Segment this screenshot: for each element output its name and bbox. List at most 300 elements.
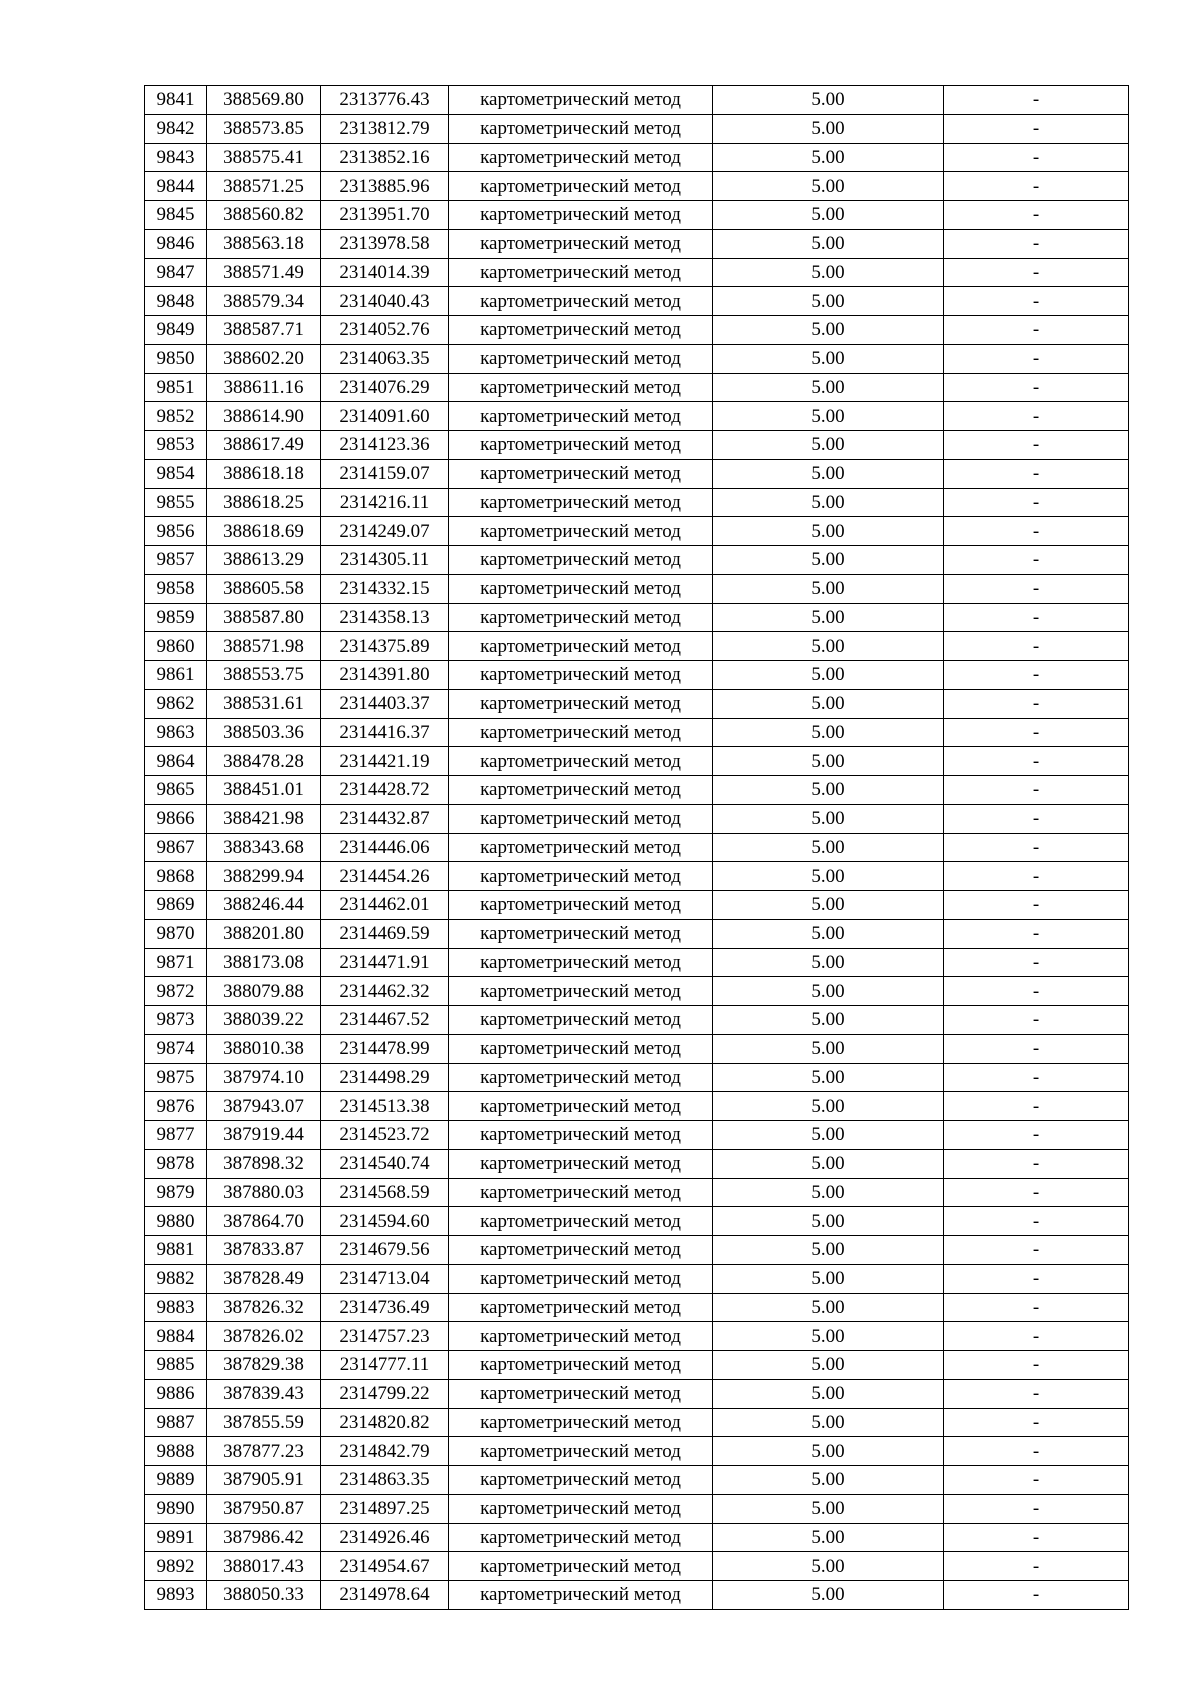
table-row: [145, 1063, 1129, 1092]
coordinates-table-body: [145, 86, 1129, 1610]
cell-accuracy: 5.00: [713, 948, 944, 977]
cell-note: -: [944, 891, 1129, 920]
cell-note: -: [944, 1293, 1129, 1322]
table-row: [145, 1034, 1129, 1063]
cell-accuracy: 5.00: [713, 488, 944, 517]
table-row: [145, 833, 1129, 862]
cell-method: картометрический метод: [449, 1236, 713, 1265]
cell-point-number: 9874: [145, 1034, 207, 1063]
cell-y-coordinate: 2314462.01: [321, 891, 449, 920]
cell-point-number: 9890: [145, 1494, 207, 1523]
cell-accuracy: 5.00: [713, 632, 944, 661]
cell-accuracy: 5.00: [713, 833, 944, 862]
cell-point-number: 9880: [145, 1207, 207, 1236]
cell-x-coordinate: 387898.32: [207, 1149, 321, 1178]
cell-point-number: 9888: [145, 1437, 207, 1466]
cell-note: -: [944, 661, 1129, 690]
cell-accuracy: 5.00: [713, 919, 944, 948]
cell-y-coordinate: 2313885.96: [321, 172, 449, 201]
cell-point-number: 9856: [145, 517, 207, 546]
cell-x-coordinate: 388478.28: [207, 747, 321, 776]
cell-accuracy: 5.00: [713, 86, 944, 115]
cell-note: -: [944, 862, 1129, 891]
cell-note: -: [944, 689, 1129, 718]
cell-accuracy: 5.00: [713, 1379, 944, 1408]
cell-note: -: [944, 459, 1129, 488]
cell-note: -: [944, 776, 1129, 805]
cell-point-number: 9887: [145, 1408, 207, 1437]
table-row: [145, 1466, 1129, 1495]
cell-method: картометрический метод: [449, 891, 713, 920]
cell-y-coordinate: 2314757.23: [321, 1322, 449, 1351]
table-row: [145, 517, 1129, 546]
table-row: [145, 661, 1129, 690]
cell-method: картометрический метод: [449, 287, 713, 316]
cell-x-coordinate: 387943.07: [207, 1092, 321, 1121]
cell-x-coordinate: 387877.23: [207, 1437, 321, 1466]
table-row: [145, 546, 1129, 575]
cell-method: картометрический метод: [449, 833, 713, 862]
cell-point-number: 9862: [145, 689, 207, 718]
cell-y-coordinate: 2314523.72: [321, 1121, 449, 1150]
cell-note: -: [944, 316, 1129, 345]
cell-y-coordinate: 2314897.25: [321, 1494, 449, 1523]
cell-point-number: 9864: [145, 747, 207, 776]
cell-method: картометрический метод: [449, 862, 713, 891]
cell-x-coordinate: 388201.80: [207, 919, 321, 948]
cell-accuracy: 5.00: [713, 1034, 944, 1063]
cell-note: -: [944, 546, 1129, 575]
cell-note: -: [944, 1322, 1129, 1351]
cell-method: картометрический метод: [449, 201, 713, 230]
cell-method: картометрический метод: [449, 948, 713, 977]
cell-note: -: [944, 402, 1129, 431]
table-row: [145, 1264, 1129, 1293]
cell-y-coordinate: 2314454.26: [321, 862, 449, 891]
table-row: [145, 1149, 1129, 1178]
table-row: [145, 804, 1129, 833]
cell-method: картометрический метод: [449, 977, 713, 1006]
cell-method: картометрический метод: [449, 373, 713, 402]
cell-point-number: 9879: [145, 1178, 207, 1207]
cell-y-coordinate: 2314462.32: [321, 977, 449, 1006]
cell-point-number: 9868: [145, 862, 207, 891]
cell-point-number: 9869: [145, 891, 207, 920]
cell-point-number: 9841: [145, 86, 207, 115]
cell-x-coordinate: 388560.82: [207, 201, 321, 230]
table-row: [145, 718, 1129, 747]
cell-note: -: [944, 488, 1129, 517]
cell-y-coordinate: 2314052.76: [321, 316, 449, 345]
cell-note: -: [944, 833, 1129, 862]
table-row: [145, 316, 1129, 345]
table-row: [145, 776, 1129, 805]
table-row: [145, 1121, 1129, 1150]
cell-x-coordinate: 388587.71: [207, 316, 321, 345]
cell-x-coordinate: 388618.18: [207, 459, 321, 488]
cell-note: -: [944, 1092, 1129, 1121]
cell-point-number: 9854: [145, 459, 207, 488]
cell-method: картометрический метод: [449, 172, 713, 201]
cell-method: картометрический метод: [449, 919, 713, 948]
cell-x-coordinate: 388531.61: [207, 689, 321, 718]
cell-point-number: 9867: [145, 833, 207, 862]
table-row: [145, 1178, 1129, 1207]
cell-accuracy: 5.00: [713, 977, 944, 1006]
cell-method: картометрический метод: [449, 1207, 713, 1236]
cell-method: картометрический метод: [449, 718, 713, 747]
cell-note: -: [944, 1351, 1129, 1380]
cell-point-number: 9873: [145, 1006, 207, 1035]
cell-accuracy: 5.00: [713, 546, 944, 575]
cell-x-coordinate: 387974.10: [207, 1063, 321, 1092]
cell-x-coordinate: 388571.49: [207, 258, 321, 287]
cell-y-coordinate: 2314040.43: [321, 287, 449, 316]
cell-x-coordinate: 388421.98: [207, 804, 321, 833]
cell-point-number: 9863: [145, 718, 207, 747]
cell-point-number: 9881: [145, 1236, 207, 1265]
cell-x-coordinate: 388618.25: [207, 488, 321, 517]
cell-point-number: 9849: [145, 316, 207, 345]
cell-accuracy: 5.00: [713, 1264, 944, 1293]
cell-point-number: 9883: [145, 1293, 207, 1322]
cell-note: -: [944, 948, 1129, 977]
cell-method: картометрический метод: [449, 258, 713, 287]
cell-point-number: 9857: [145, 546, 207, 575]
cell-x-coordinate: 388343.68: [207, 833, 321, 862]
cell-x-coordinate: 388563.18: [207, 229, 321, 258]
cell-point-number: 9861: [145, 661, 207, 690]
cell-point-number: 9877: [145, 1121, 207, 1150]
cell-y-coordinate: 2314540.74: [321, 1149, 449, 1178]
cell-accuracy: 5.00: [713, 172, 944, 201]
cell-y-coordinate: 2314926.46: [321, 1523, 449, 1552]
cell-point-number: 9865: [145, 776, 207, 805]
cell-accuracy: 5.00: [713, 1092, 944, 1121]
cell-y-coordinate: 2314403.37: [321, 689, 449, 718]
cell-note: -: [944, 517, 1129, 546]
cell-accuracy: 5.00: [713, 1494, 944, 1523]
cell-method: картометрический метод: [449, 517, 713, 546]
cell-point-number: 9848: [145, 287, 207, 316]
cell-point-number: 9850: [145, 344, 207, 373]
cell-method: картометрический метод: [449, 1523, 713, 1552]
table-row: [145, 689, 1129, 718]
cell-y-coordinate: 2314777.11: [321, 1351, 449, 1380]
table-row: [145, 1581, 1129, 1610]
table-row: [145, 1408, 1129, 1437]
table-row: [145, 891, 1129, 920]
cell-note: -: [944, 1034, 1129, 1063]
table-row: [145, 747, 1129, 776]
cell-method: картометрический метод: [449, 1379, 713, 1408]
table-row: [145, 862, 1129, 891]
cell-note: -: [944, 344, 1129, 373]
table-row: [145, 114, 1129, 143]
cell-x-coordinate: 387864.70: [207, 1207, 321, 1236]
cell-method: картометрический метод: [449, 1063, 713, 1092]
cell-note: -: [944, 1523, 1129, 1552]
cell-y-coordinate: 2314014.39: [321, 258, 449, 287]
cell-point-number: 9886: [145, 1379, 207, 1408]
cell-y-coordinate: 2314391.80: [321, 661, 449, 690]
cell-method: картометрический метод: [449, 1351, 713, 1380]
cell-accuracy: 5.00: [713, 718, 944, 747]
cell-y-coordinate: 2313776.43: [321, 86, 449, 115]
cell-x-coordinate: 388246.44: [207, 891, 321, 920]
cell-y-coordinate: 2313852.16: [321, 143, 449, 172]
cell-x-coordinate: 388299.94: [207, 862, 321, 891]
cell-y-coordinate: 2314428.72: [321, 776, 449, 805]
cell-y-coordinate: 2314820.82: [321, 1408, 449, 1437]
cell-method: картометрический метод: [449, 1552, 713, 1581]
cell-point-number: 9876: [145, 1092, 207, 1121]
cell-x-coordinate: 388587.80: [207, 603, 321, 632]
cell-y-coordinate: 2314358.13: [321, 603, 449, 632]
cell-x-coordinate: 388451.01: [207, 776, 321, 805]
cell-accuracy: 5.00: [713, 201, 944, 230]
cell-x-coordinate: 388618.69: [207, 517, 321, 546]
cell-method: картометрический метод: [449, 229, 713, 258]
cell-accuracy: 5.00: [713, 229, 944, 258]
cell-y-coordinate: 2313812.79: [321, 114, 449, 143]
cell-point-number: 9885: [145, 1351, 207, 1380]
cell-method: картометрический метод: [449, 459, 713, 488]
cell-point-number: 9846: [145, 229, 207, 258]
cell-note: -: [944, 1121, 1129, 1150]
cell-method: картометрический метод: [449, 603, 713, 632]
cell-x-coordinate: 387828.49: [207, 1264, 321, 1293]
cell-note: -: [944, 201, 1129, 230]
cell-accuracy: 5.00: [713, 1552, 944, 1581]
cell-accuracy: 5.00: [713, 431, 944, 460]
cell-y-coordinate: 2314216.11: [321, 488, 449, 517]
cell-accuracy: 5.00: [713, 258, 944, 287]
table-row: [145, 86, 1129, 115]
cell-y-coordinate: 2313978.58: [321, 229, 449, 258]
cell-point-number: 9860: [145, 632, 207, 661]
cell-x-coordinate: 387905.91: [207, 1466, 321, 1495]
cell-method: картометрический метод: [449, 804, 713, 833]
cell-y-coordinate: 2314063.35: [321, 344, 449, 373]
cell-accuracy: 5.00: [713, 1466, 944, 1495]
table-row: [145, 143, 1129, 172]
cell-x-coordinate: 387826.32: [207, 1293, 321, 1322]
cell-method: картометрический метод: [449, 1121, 713, 1150]
cell-note: -: [944, 1581, 1129, 1610]
cell-method: картометрический метод: [449, 1494, 713, 1523]
cell-method: картометрический метод: [449, 661, 713, 690]
cell-point-number: 9870: [145, 919, 207, 948]
cell-point-number: 9843: [145, 143, 207, 172]
cell-x-coordinate: 387880.03: [207, 1178, 321, 1207]
cell-point-number: 9875: [145, 1063, 207, 1092]
cell-accuracy: 5.00: [713, 1322, 944, 1351]
table-row: [145, 632, 1129, 661]
cell-y-coordinate: 2314679.56: [321, 1236, 449, 1265]
cell-y-coordinate: 2313951.70: [321, 201, 449, 230]
cell-x-coordinate: 388575.41: [207, 143, 321, 172]
cell-point-number: 9844: [145, 172, 207, 201]
cell-method: картометрический метод: [449, 1178, 713, 1207]
cell-point-number: 9892: [145, 1552, 207, 1581]
cell-y-coordinate: 2314978.64: [321, 1581, 449, 1610]
cell-note: -: [944, 1264, 1129, 1293]
cell-x-coordinate: 387833.87: [207, 1236, 321, 1265]
cell-method: картометрический метод: [449, 1034, 713, 1063]
cell-method: картометрический метод: [449, 1322, 713, 1351]
cell-note: -: [944, 603, 1129, 632]
cell-note: -: [944, 1466, 1129, 1495]
cell-y-coordinate: 2314305.11: [321, 546, 449, 575]
cell-point-number: 9858: [145, 574, 207, 603]
cell-accuracy: 5.00: [713, 373, 944, 402]
cell-x-coordinate: 388173.08: [207, 948, 321, 977]
cell-note: -: [944, 1006, 1129, 1035]
cell-y-coordinate: 2314799.22: [321, 1379, 449, 1408]
cell-note: -: [944, 804, 1129, 833]
cell-note: -: [944, 1236, 1129, 1265]
cell-method: картометрический метод: [449, 316, 713, 345]
cell-y-coordinate: 2314421.19: [321, 747, 449, 776]
cell-accuracy: 5.00: [713, 402, 944, 431]
cell-note: -: [944, 977, 1129, 1006]
cell-accuracy: 5.00: [713, 1523, 944, 1552]
cell-x-coordinate: 388617.49: [207, 431, 321, 460]
cell-x-coordinate: 388571.25: [207, 172, 321, 201]
cell-method: картометрический метод: [449, 632, 713, 661]
cell-note: -: [944, 919, 1129, 948]
cell-y-coordinate: 2314469.59: [321, 919, 449, 948]
cell-method: картометрический метод: [449, 344, 713, 373]
cell-y-coordinate: 2314498.29: [321, 1063, 449, 1092]
cell-note: -: [944, 1178, 1129, 1207]
cell-note: -: [944, 86, 1129, 115]
cell-point-number: 9845: [145, 201, 207, 230]
table-row: [145, 431, 1129, 460]
cell-accuracy: 5.00: [713, 114, 944, 143]
cell-x-coordinate: 387986.42: [207, 1523, 321, 1552]
cell-y-coordinate: 2314432.87: [321, 804, 449, 833]
cell-accuracy: 5.00: [713, 661, 944, 690]
cell-x-coordinate: 387829.38: [207, 1351, 321, 1380]
table-row: [145, 229, 1129, 258]
cell-accuracy: 5.00: [713, 316, 944, 345]
cell-point-number: 9884: [145, 1322, 207, 1351]
cell-method: картометрический метод: [449, 1466, 713, 1495]
cell-point-number: 9847: [145, 258, 207, 287]
cell-accuracy: 5.00: [713, 1149, 944, 1178]
cell-point-number: 9866: [145, 804, 207, 833]
cell-y-coordinate: 2314471.91: [321, 948, 449, 977]
cell-y-coordinate: 2314332.15: [321, 574, 449, 603]
table-row: [145, 488, 1129, 517]
cell-point-number: 9851: [145, 373, 207, 402]
cell-note: -: [944, 1437, 1129, 1466]
cell-method: картометрический метод: [449, 776, 713, 805]
table-row: [145, 459, 1129, 488]
cell-point-number: 9893: [145, 1581, 207, 1610]
cell-method: картометрический метод: [449, 86, 713, 115]
cell-x-coordinate: 387950.87: [207, 1494, 321, 1523]
table-row: [145, 1494, 1129, 1523]
cell-x-coordinate: 387855.59: [207, 1408, 321, 1437]
cell-note: -: [944, 143, 1129, 172]
cell-method: картометрический метод: [449, 1437, 713, 1466]
cell-x-coordinate: 388079.88: [207, 977, 321, 1006]
table-row: [145, 258, 1129, 287]
cell-note: -: [944, 1552, 1129, 1581]
cell-method: картометрический метод: [449, 114, 713, 143]
cell-note: -: [944, 1408, 1129, 1437]
cell-method: картометрический метод: [449, 1092, 713, 1121]
cell-x-coordinate: 388573.85: [207, 114, 321, 143]
table-row: [145, 1379, 1129, 1408]
cell-note: -: [944, 1063, 1129, 1092]
table-row: [145, 402, 1129, 431]
cell-point-number: 9872: [145, 977, 207, 1006]
cell-point-number: 9842: [145, 114, 207, 143]
cell-method: картометрический метод: [449, 1006, 713, 1035]
cell-accuracy: 5.00: [713, 1408, 944, 1437]
table-row: [145, 948, 1129, 977]
cell-note: -: [944, 1207, 1129, 1236]
cell-method: картометрический метод: [449, 574, 713, 603]
cell-note: -: [944, 1149, 1129, 1178]
cell-y-coordinate: 2314416.37: [321, 718, 449, 747]
table-row: [145, 1322, 1129, 1351]
cell-accuracy: 5.00: [713, 459, 944, 488]
cell-accuracy: 5.00: [713, 1236, 944, 1265]
table-row: [145, 344, 1129, 373]
cell-method: картометрический метод: [449, 1293, 713, 1322]
cell-y-coordinate: 2314076.29: [321, 373, 449, 402]
cell-x-coordinate: 388613.29: [207, 546, 321, 575]
table-row: [145, 1523, 1129, 1552]
cell-note: -: [944, 718, 1129, 747]
cell-accuracy: 5.00: [713, 143, 944, 172]
cell-x-coordinate: 388614.90: [207, 402, 321, 431]
cell-y-coordinate: 2314568.59: [321, 1178, 449, 1207]
cell-accuracy: 5.00: [713, 862, 944, 891]
cell-accuracy: 5.00: [713, 804, 944, 833]
cell-note: -: [944, 172, 1129, 201]
cell-accuracy: 5.00: [713, 1581, 944, 1610]
table-row: [145, 1092, 1129, 1121]
cell-method: картометрический метод: [449, 488, 713, 517]
cell-accuracy: 5.00: [713, 574, 944, 603]
cell-point-number: 9878: [145, 1149, 207, 1178]
cell-method: картометрический метод: [449, 1149, 713, 1178]
cell-y-coordinate: 2314736.49: [321, 1293, 449, 1322]
cell-method: картометрический метод: [449, 546, 713, 575]
cell-x-coordinate: 388602.20: [207, 344, 321, 373]
cell-y-coordinate: 2314467.52: [321, 1006, 449, 1035]
cell-accuracy: 5.00: [713, 1351, 944, 1380]
table-row: [145, 1437, 1129, 1466]
cell-accuracy: 5.00: [713, 689, 944, 718]
cell-y-coordinate: 2314863.35: [321, 1466, 449, 1495]
cell-x-coordinate: 388010.38: [207, 1034, 321, 1063]
cell-accuracy: 5.00: [713, 1437, 944, 1466]
cell-method: картометрический метод: [449, 689, 713, 718]
cell-y-coordinate: 2314375.89: [321, 632, 449, 661]
cell-accuracy: 5.00: [713, 344, 944, 373]
cell-accuracy: 5.00: [713, 1207, 944, 1236]
cell-y-coordinate: 2314249.07: [321, 517, 449, 546]
cell-note: -: [944, 574, 1129, 603]
cell-note: -: [944, 1379, 1129, 1408]
